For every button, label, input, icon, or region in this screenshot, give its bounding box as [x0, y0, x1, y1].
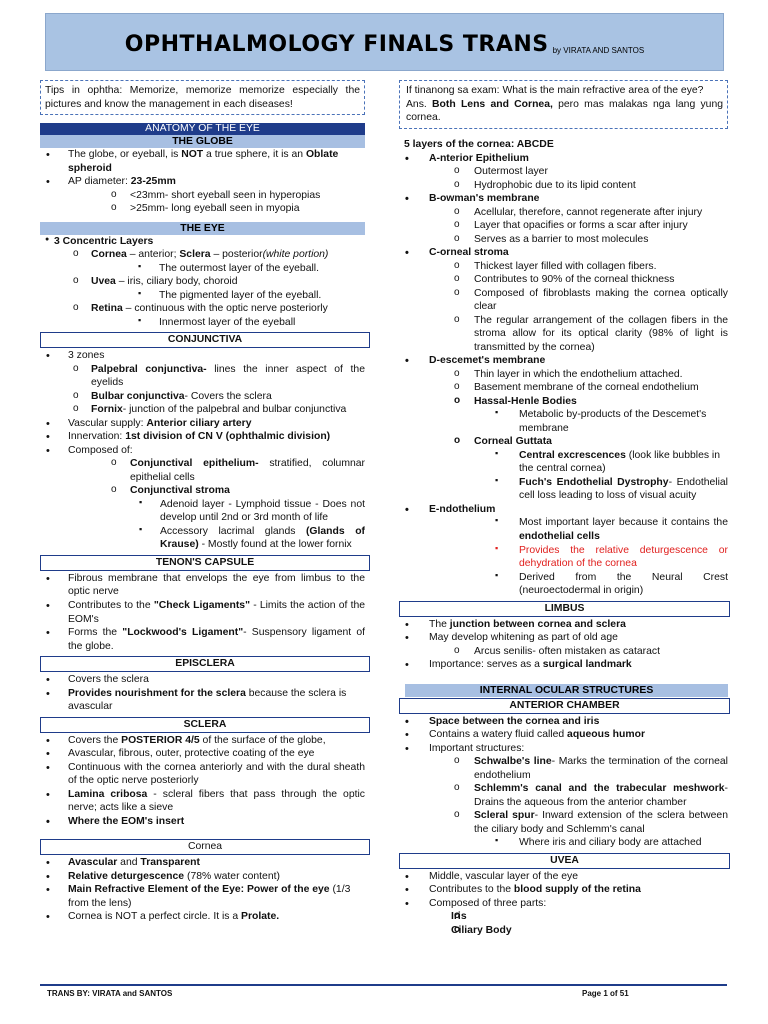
- list-item: • Avascular, fibrous, outer, protective coating of the eye: [40, 747, 365, 761]
- document-byline: by VIRATA AND SANTOS: [552, 45, 645, 55]
- list-item: • Composed of:: [40, 444, 365, 458]
- list-item: • Cornea is NOT a perfect circle. It is a Prolate.: [40, 910, 365, 924]
- sclera-header: SCLERA: [40, 717, 370, 733]
- list-item: ▪ Central excrescences (look like bubbles in the central cornea): [399, 449, 728, 476]
- list-item: • A-nterior Epithelium: [399, 152, 728, 166]
- list-item: • Contains a watery fluid called aqueous humor: [399, 728, 728, 742]
- list-item: ▪ Most important layer because it contains the endothelial cells: [399, 516, 728, 543]
- conjunctiva-header: CONJUNCTIVA: [40, 332, 370, 348]
- list-item: • The junction between cornea and sclera: [399, 618, 728, 632]
- list-item: o Hassal-Henle Bodies: [399, 395, 728, 409]
- tenon-list: [40, 572, 365, 653]
- episclera-header: EPISCLERA: [40, 656, 370, 672]
- list-item: o Thin layer in which the endothelium attached.: [399, 368, 728, 382]
- cornea-list: [40, 856, 365, 924]
- document-title: OPHTHALMOLOGY FINALS TRANS: [124, 31, 549, 57]
- list-item: • Vascular supply: Anterior ciliary artery: [40, 417, 365, 431]
- list-item: o Thickest layer filled with collagen fibers.: [399, 260, 728, 274]
- list-item: o Acellular, therefore, cannot regenerate after injury: [399, 206, 728, 220]
- list-item: o Corneal Guttata: [399, 435, 728, 449]
- list-item: • Space between the cornea and iris: [399, 715, 728, 729]
- list-item: o Outermost layer: [399, 165, 728, 179]
- limbus-header: LIMBUS: [399, 601, 730, 617]
- list-item: ▪ Accessory lacrimal glands (Glands of Krause) - Mostly found at the lower fornix: [40, 525, 365, 552]
- page-number: Page 1 of 51: [582, 989, 629, 998]
- cornea-layers-heading: 5 layers of the cornea: ABCDE: [404, 138, 554, 150]
- eye-list: [40, 235, 365, 330]
- cornea-layers-list: [399, 152, 728, 598]
- list-item: o Hydrophobic due to its lipid content: [399, 179, 728, 193]
- list-item: ▪ Provides the relative deturgescence or dehydration of the cornea: [399, 544, 728, 571]
- list-item: o Uvea – iris, ciliary body, choroid: [40, 275, 365, 289]
- list-item: • Innervation: 1st division of CN V (ophthalmic division): [40, 430, 365, 444]
- list-item: o Schwalbe's line- Marks the termination of the corneal endothelium: [399, 755, 728, 782]
- uvea-header: UVEA: [399, 853, 730, 869]
- list-item: o Cornea – anterior; Sclera – posterior(white portion): [40, 248, 365, 262]
- list-item: o Layer that opacifies or forms a scar after injury: [399, 219, 728, 233]
- list-item: o Fornix- junction of the palpebral and bulbar conjunctiva: [40, 403, 365, 417]
- list-item: • AP diameter: 23-25mm: [40, 175, 365, 189]
- list-item: ▪ Where iris and ciliary body are attached: [399, 836, 728, 850]
- anterior-chamber-header: ANTERIOR CHAMBER: [399, 698, 730, 714]
- list-item: o Conjunctival epithelium- stratified, columnar epithelial cells: [40, 457, 365, 484]
- list-item: • Composed of three parts:: [399, 897, 728, 911]
- internal-structures-header: INTERNAL OCULAR STRUCTURES: [405, 684, 728, 697]
- list-item: ● 3 Concentric Layers: [40, 235, 365, 249]
- list-item: o >25mm- long eyeball seen in myopia: [40, 202, 365, 216]
- list-item: o Basement membrane of the corneal endothelium: [399, 381, 728, 395]
- tip-box: Tips in ophtha: Memorize, memorize memorize especially the pictures and know the management in each diseases!: [40, 80, 365, 115]
- list-item: • Covers the POSTERIOR 4/5 of the surface of the globe,: [40, 734, 365, 748]
- list-item: o Scleral spur- Inward extension of the sclera between the ciliary body and Schlemm's canal: [399, 809, 728, 836]
- cornea-header: Cornea: [40, 839, 370, 855]
- list-item: ▪ Derived from the Neural Crest (neuroectodermal in origin): [399, 571, 728, 598]
- list-item: o Composed of fibroblasts making the cornea optically clear: [399, 287, 728, 314]
- list-item: • Relative deturgescence (78% water content): [40, 870, 365, 884]
- list-item: • Lamina cribosa - scleral fibers that pass through the optic nerve; acts like a sieve: [40, 788, 365, 815]
- list-item: • May develop whitening as part of old age: [399, 631, 728, 645]
- limbus-list: [399, 618, 728, 672]
- list-item: ▪ Metabolic by-products of the Descemet's membrane: [399, 408, 728, 435]
- footer-credit: TRANS BY: VIRATA and SANTOS: [47, 989, 173, 998]
- list-item: o The regular arrangement of the collagen fibers in the stroma allow for its optical clarity (98% of light is transmitted by the cornea): [399, 314, 728, 355]
- list-item: • Important structures:: [399, 742, 728, 756]
- list-item: • B-owman's membrane: [399, 192, 728, 206]
- list-item: • Importance: serves as a surgical landmark: [399, 658, 728, 672]
- anterior-chamber-list: [399, 715, 728, 850]
- list-item: o Arcus senilis- often mistaken as cataract: [399, 645, 728, 659]
- list-item: o Serves as a barrier to most molecules: [399, 233, 728, 247]
- list-item: • Continuous with the cornea anteriorly and with the dural sheath of the optic nerve posteriorly: [40, 761, 365, 788]
- list-item: • Main Refractive Element of the Eye: Power of the eye (1/3 from the lens): [40, 883, 365, 910]
- document-header: [45, 13, 724, 71]
- eye-header: THE EYE: [40, 222, 365, 235]
- list-item: ▪ The pigmented layer of the eyeball.: [40, 289, 365, 303]
- list-item: • C-orneal stroma: [399, 246, 728, 260]
- list-item: o Iris: [399, 910, 728, 924]
- list-item: • E-ndothelium: [399, 503, 728, 517]
- list-item: • Avascular and Transparent: [40, 856, 365, 870]
- episclera-list: [40, 673, 365, 714]
- exam-tip-box: If tinanong sa exam: What is the main refractive area of the eye? Ans. Both Lens and Cornea, pero mas malakas nga lang yung cornea.: [399, 80, 728, 129]
- list-item: o Conjunctival stroma: [40, 484, 365, 498]
- list-item: • 3 zones: [40, 349, 365, 363]
- right-column: [399, 80, 728, 937]
- tenon-header: TENON'S CAPSULE: [40, 555, 370, 571]
- globe-list: [40, 148, 365, 216]
- list-item: o Bulbar conjunctiva- Covers the sclera: [40, 390, 365, 404]
- conjunctiva-list: [40, 349, 365, 552]
- list-item: o Ciliary Body: [399, 924, 728, 938]
- list-item: o Retina – continuous with the optic nerve posteriorly: [40, 302, 365, 316]
- list-item: • The globe, or eyeball, is NOT a true sphere, it is an Oblate spheroid: [40, 148, 365, 175]
- list-item: • Forms the "Lockwood's Ligament"- Suspensory ligament of the globe.: [40, 626, 365, 653]
- list-item: o Contributes to 90% of the corneal thickness: [399, 273, 728, 287]
- list-item: • Middle, vascular layer of the eye: [399, 870, 728, 884]
- list-item: o Schlemm's canal and the trabecular meshwork- Drains the aqueous from the anterior chamber: [399, 782, 728, 809]
- sclera-list: [40, 734, 365, 829]
- list-item: • Where the EOM's insert: [40, 815, 365, 829]
- anatomy-header: ANATOMY OF THE EYE: [40, 123, 365, 135]
- uvea-list: [399, 870, 728, 938]
- list-item: • D-escemet's membrane: [399, 354, 728, 368]
- list-item: • Contributes to the "Check Ligaments" - Limits the action of the EOM's: [40, 599, 365, 626]
- list-item: ▪ Innermost layer of the eyeball: [40, 316, 365, 330]
- list-item: o <23mm- short eyeball seen in hyperopias: [40, 189, 365, 203]
- list-item: ▪ Fuch's Endothelial Dystrophy- Endothelial cell loss leading to loss of visual acuity: [399, 476, 728, 503]
- list-item: o Palpebral conjunctiva- lines the inner aspect of the eyelids: [40, 363, 365, 390]
- list-item: • Fibrous membrane that envelops the eye from limbus to the optic nerve: [40, 572, 365, 599]
- globe-header: THE GLOBE: [40, 135, 365, 148]
- list-item: • Provides nourishment for the sclera because the sclera is avascular: [40, 687, 365, 714]
- list-item: • Contributes to the blood supply of the retina: [399, 883, 728, 897]
- left-column: [40, 80, 365, 924]
- list-item: • Covers the sclera: [40, 673, 365, 687]
- list-item: ▪ The outermost layer of the eyeball.: [40, 262, 365, 276]
- footer-divider: [40, 984, 727, 986]
- list-item: ▪ Adenoid layer - Lymphoid tissue - Does not develop until 2nd or 3rd month of life: [40, 498, 365, 525]
